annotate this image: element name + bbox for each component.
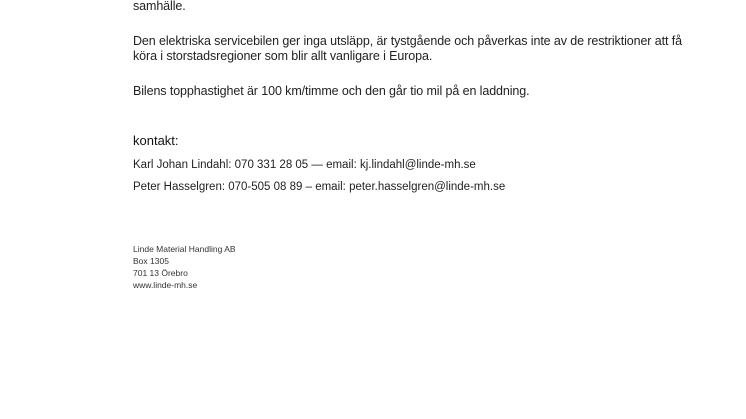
address-website: www.linde-mh.se [133, 280, 198, 290]
paragraph-electric-car: Den elektriska servicebilen ger inga utsläpp, är tystgående och påverkas inte av de restriktioner att få köra i storstadsregioner som blir allt vanligare i Europa. [133, 34, 682, 63]
company-address [133, 243, 236, 291]
paragraph-fragment: samhälle. [133, 0, 186, 13]
contact-line-peter: Peter Hasselgren: 070-505 08 89 – email: peter.hasselgren@linde-mh.se [133, 181, 506, 193]
address-box: Box 1305 [133, 256, 169, 266]
address-postal: 701 13 Örebro [133, 268, 188, 278]
contact-line-karl: Karl Johan Lindahl: 070 331 28 05 — email: kj.lindahl@linde-mh.se [133, 159, 476, 171]
paragraph-top-speed: Bilens topphastighet är 100 km/timme och den går tio mil på en laddning. [133, 84, 530, 98]
address-company: Linde Material Handling AB [133, 244, 236, 254]
contact-heading: kontakt: [133, 133, 179, 148]
